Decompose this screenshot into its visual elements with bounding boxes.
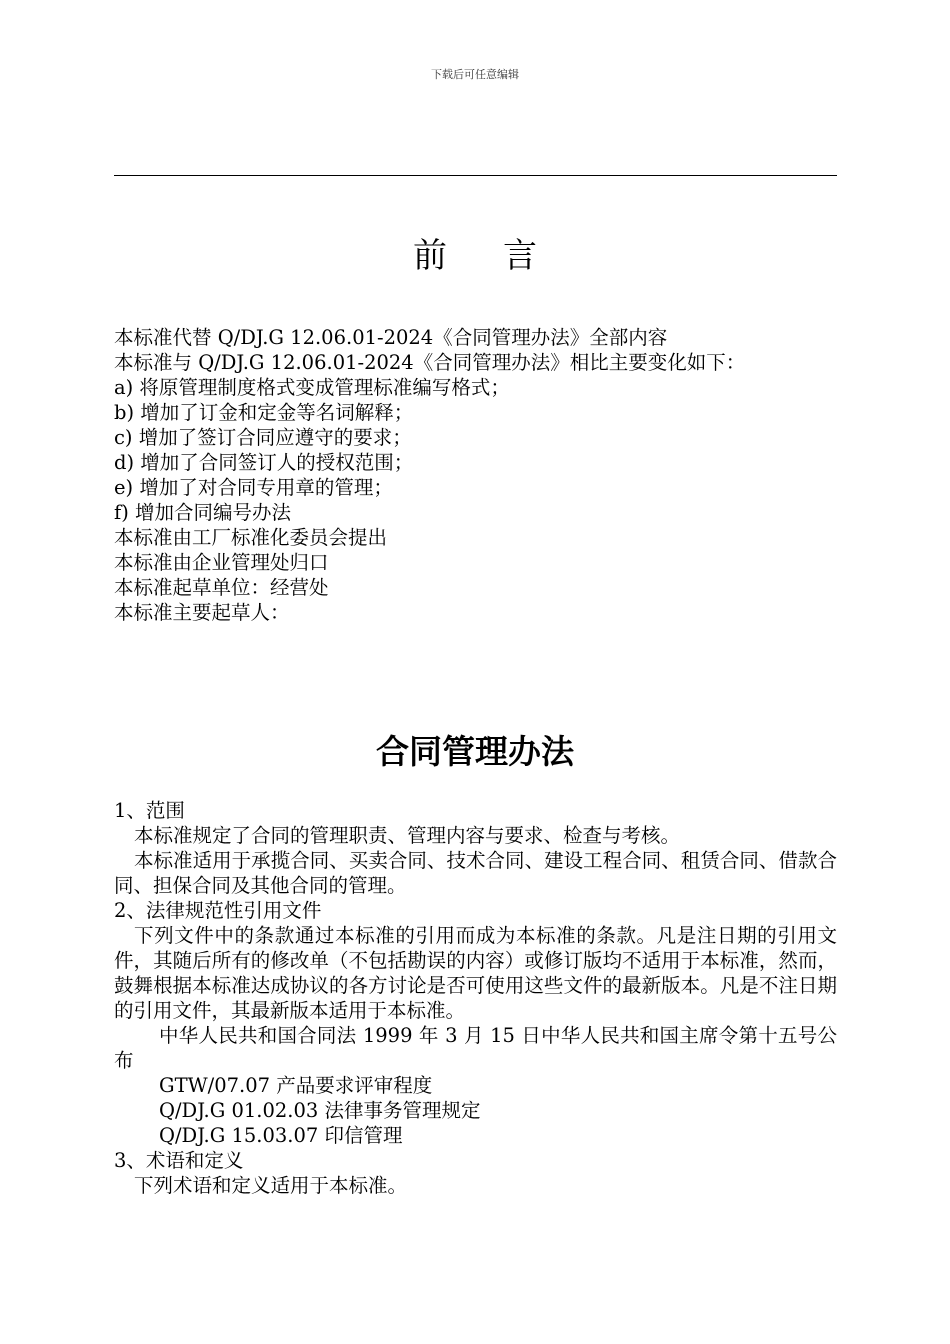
preface-list-item: b) 增加了订金和定金等名词解释；	[114, 401, 414, 424]
document-title: 合同管理办法	[376, 732, 574, 771]
preface-title-char: 言	[503, 236, 537, 276]
header-rule	[114, 175, 837, 176]
document-body	[114, 798, 837, 1198]
paragraph: 下列术语和定义适用于本标准。	[134, 1174, 408, 1197]
section-heading-scope: 1、范围	[114, 799, 185, 822]
preface-line: 本标准与 Q/DJ.G 12.06.01-2024《合同管理办法》相比主要变化如下：	[114, 351, 746, 374]
preface-list-item: e) 增加了对合同专用章的管理；	[114, 476, 393, 499]
paragraph: 中华人民共和国合同法 1999 年 3 月 15 日中华人民共和国主席令第十五号公布	[114, 1024, 837, 1072]
preface-line: 本标准由企业管理处归口	[114, 551, 329, 574]
reference-item: Q/DJ.G 15.03.07 印信管理	[159, 1124, 403, 1147]
preface-list-item: f) 增加合同编号办法	[114, 501, 292, 524]
preface-line: 本标准起草单位：经营处	[114, 576, 329, 599]
paragraph: 下列文件中的条款通过本标准的引用而成为本标准的条款。凡是注日期的引用文件，其随后所有的修改单（不包括勘误的内容）或修订版均不适用于本标准，然而，鼓舞根据本标准达成协议的各方讨论是否可使用这些文件的最新版本。凡是不注日期的引用文件，其最新版本适用于本标准。	[114, 924, 837, 1022]
reference-item: Q/DJ.G 01.02.03 法律事务管理规定	[159, 1099, 481, 1122]
section-heading-terms: 3、术语和定义	[114, 1149, 244, 1172]
reference-item: GTW/07.07 产品要求评审程度	[159, 1074, 433, 1097]
paragraph: 本标准适用于承揽合同、买卖合同、技术合同、建设工程合同、租赁合同、借款合同、担保合同及其他合同的管理。	[114, 849, 837, 897]
paragraph: 本标准规定了合同的管理职责、管理内容与要求、检查与考核。	[134, 824, 681, 847]
preface-title-char: 前	[413, 236, 447, 276]
preface-line: 本标准由工厂标准化委员会提出	[114, 526, 388, 549]
preface-line: 本标准主要起草人：	[114, 601, 290, 624]
preface-list-item: c) 增加了签订合同应遵守的要求；	[114, 426, 412, 449]
preface-line: 本标准代替 Q/DJ.G 12.06.01-2024《合同管理办法》全部内容	[114, 326, 668, 349]
preface-list-item: a) 将原管理制度格式变成管理标准编写格式；	[114, 376, 510, 399]
header-note: 下载后可任意编辑	[431, 68, 519, 81]
section-heading-references: 2、法律规范性引用文件	[114, 899, 322, 922]
preface-title	[0, 228, 950, 277]
preface-list-item: d) 增加了合同签订人的授权范围；	[114, 451, 414, 474]
preface-body	[114, 325, 837, 625]
